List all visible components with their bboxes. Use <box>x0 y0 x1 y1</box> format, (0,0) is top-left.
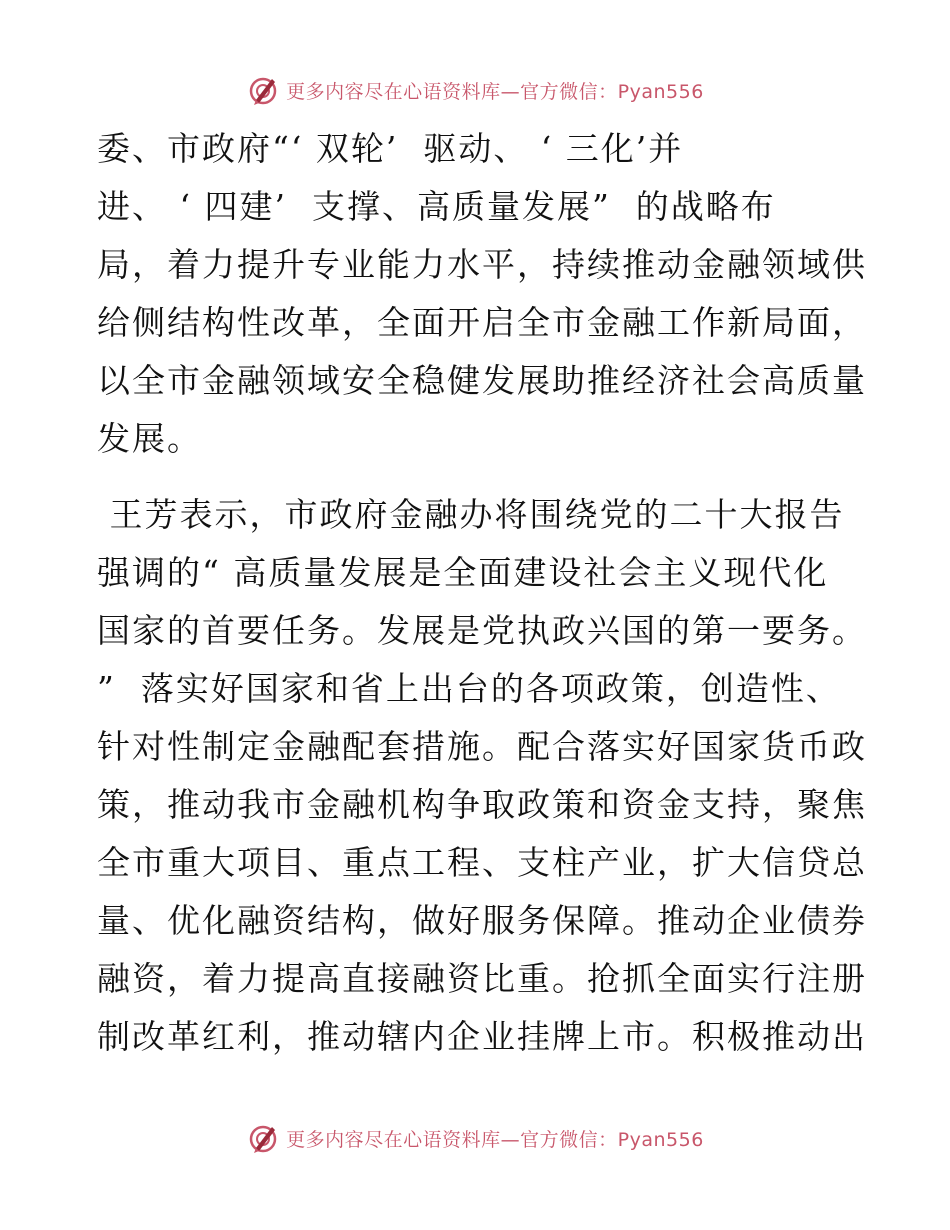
pen-logo-icon <box>246 1121 280 1155</box>
text-line: 针对性制定金融配套措施。配合落实好国家货币政 <box>97 727 867 766</box>
pen-logo-icon <box>246 73 280 107</box>
text-line: 王芳表示，市政府金融办将围绕党的二十大报告 <box>97 495 845 534</box>
text-line: 发展。 <box>97 419 202 458</box>
text-line: 以全市金融领域安全稳健发展助推经济社会高质量 <box>97 361 867 400</box>
footer-banner-text: 更多内容尽在心语资料库—官方微信：Pyan556 <box>286 1128 704 1151</box>
paragraph-1 <box>97 120 867 468</box>
text-line: 给侧结构性改革，全面开启全市金融工作新局面， <box>97 303 867 342</box>
text-line: 策，推动我市金融机构争取政策和资金支持，聚焦 <box>97 785 867 824</box>
text-line: 强调的“ 高质量发展是全面建设社会主义现代化 <box>97 553 829 592</box>
text-line: 国家的首要任务。发展是党执政兴国的第一要务。 <box>97 611 867 650</box>
footer-banner <box>0 1118 950 1158</box>
paragraph-2 <box>97 486 867 1066</box>
text-line: 进、 ‘ 四建’ 支撑、高质量发展” 的战略布 <box>97 187 776 226</box>
text-line: ” 落实好国家和省上出台的各项政策，创造性、 <box>97 669 841 708</box>
text-line: 制改革红利，推动辖内企业挂牌上市。积极推动出 <box>97 1017 867 1056</box>
text-line: 全市重大项目、重点工程、支柱产业，扩大信贷总 <box>97 843 867 882</box>
paragraph-spacer <box>97 468 857 486</box>
text-line: 融资，着力提高直接融资比重。抢抓全面实行注册 <box>97 959 867 998</box>
header-banner <box>0 70 950 110</box>
text-line: 委、市政府“‘ 双轮’ 驱动、 ‘ 三化’并 <box>97 129 684 168</box>
document-body <box>97 120 867 1066</box>
header-banner-text: 更多内容尽在心语资料库—官方微信：Pyan556 <box>286 80 704 103</box>
text-line: 局，着力提升专业能力水平，持续推动金融领域供 <box>97 245 867 284</box>
text-line: 量、优化融资结构，做好服务保障。推动企业债券 <box>97 901 867 940</box>
